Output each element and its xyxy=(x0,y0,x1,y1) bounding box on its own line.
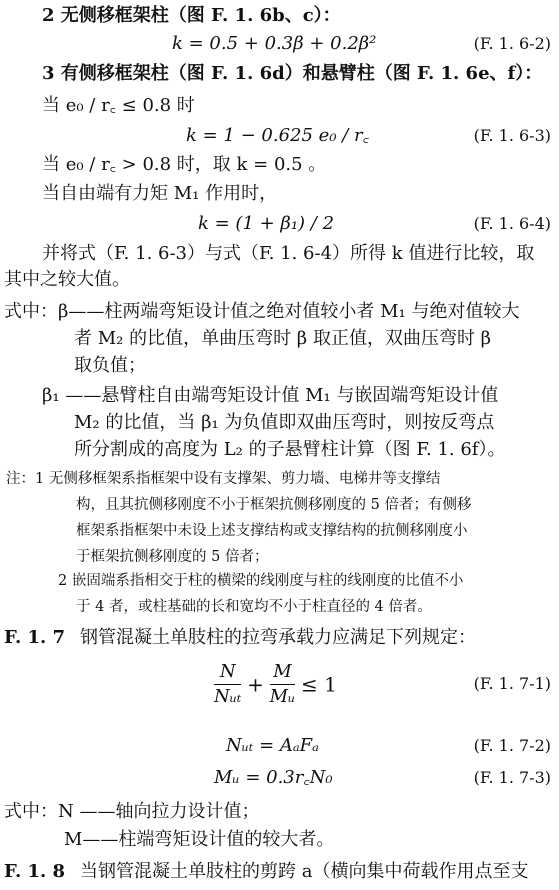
definition-m: M——柱端弯矩设计值的较大者。 xyxy=(64,829,335,850)
equation-number: (F. 1. 7-3) xyxy=(473,768,551,787)
fraction-numerator: N xyxy=(214,660,241,685)
definition-beta1-cont: 所分割成的高度为 L₂ 的子悬臂柱计算（图 F. 1. 6f）。 xyxy=(74,439,506,460)
equation-number: (F. 1. 7-1) xyxy=(473,674,551,693)
definition-n: 式中：N ——轴向拉力设计值； xyxy=(4,801,260,822)
equation-number: (F. 1. 6-4) xyxy=(473,214,551,233)
definition-beta1-cont: M₂ 的比值，当 β₁ 为负值即双曲压弯时，则按反弯点 xyxy=(74,412,495,433)
fraction-denominator: Mᵤ xyxy=(269,686,296,707)
note-2: 2 嵌固端系指相交于柱的横梁的线刚度与柱的线刚度的比值不小 xyxy=(58,573,464,589)
formula-f-1-6-2: k = 0.5 + 0.3β + 0.2β² xyxy=(172,33,377,54)
formula-f-1-7-3: Mᵤ = 0.3r꜀N₀ xyxy=(214,767,333,788)
definition-beta-cont: 取负值； xyxy=(74,355,146,376)
relation: ≤ 1 xyxy=(300,672,337,697)
definition-beta: 式中：β——柱两端弯矩设计值之绝对值较小者 M₁ 与绝对值较大 xyxy=(4,301,520,322)
condition-text: 当 e₀ / r꜀ ≤ 0.8 时 xyxy=(42,95,195,116)
section-heading: 钢管混凝土单肢柱的拉弯承载力应满足下列规定： xyxy=(80,627,476,648)
formula-f-1-7-1 xyxy=(214,660,337,709)
fraction-numerator: M xyxy=(270,660,296,685)
formula-f-1-6-4: k = (1 + β₁) / 2 xyxy=(198,213,335,234)
definition-beta-cont: 者 M₂ 的比值，单曲压弯时 β 取正值，双曲压弯时 β xyxy=(74,328,492,349)
definition-beta1: β₁ ——悬臂柱自由端弯矩设计值 M₁ 与嵌固端弯矩设计值 xyxy=(42,385,499,406)
note-1-cont: 框架系指框架中未设上述支撑结构或支撑结构的抗侧移刚度小 xyxy=(76,523,468,539)
item-3-heading: 3 有侧移框架柱（图 F. 1. 6d）和悬臂柱（图 F. 1. 6e、f）： xyxy=(42,63,543,84)
section-number: F. 1. 8 xyxy=(4,861,66,882)
paragraph-line: 其中之较大值。 xyxy=(4,269,130,290)
paragraph-line: 并将式（F. 1. 6-3）与式（F. 1. 6-4）所得 k 值进行比较，取 xyxy=(42,243,535,264)
item-2-heading: 2 无侧移框架柱（图 F. 1. 6b、c）： xyxy=(42,5,341,26)
section-number: F. 1. 7 xyxy=(4,627,66,648)
section-heading: 当钢管混凝土单肢柱的剪跨 a（横向集中荷载作用点至支 xyxy=(80,861,529,882)
note-2-cont: 于 4 者，或柱基础的长和宽均不小于柱直径的 4 倍者。 xyxy=(76,599,432,615)
note-1-cont: 于框架抗侧移刚度的 5 倍者； xyxy=(76,549,269,565)
condition-text: 当 e₀ / r꜀ > 0.8 时，取 k = 0.5 。 xyxy=(42,154,327,175)
equation-number: (F. 1. 6-3) xyxy=(473,126,551,145)
plus-sign: + xyxy=(247,672,264,697)
condition-text: 当自由端有力矩 M₁ 作用时， xyxy=(42,183,278,204)
formula-f-1-7-2: Nᵤₜ = AₐFₐ xyxy=(226,735,319,756)
note-1-cont: 构，且其抗侧移刚度不小于框架抗侧移刚度的 5 倍者；有侧移 xyxy=(76,497,472,513)
equation-number: (F. 1. 7-2) xyxy=(473,736,551,755)
fraction-denominator: Nᵤₜ xyxy=(214,686,242,707)
formula-f-1-6-3: k = 1 − 0.625 e₀ / r꜀ xyxy=(186,125,369,146)
note-1: 注：1 无侧移框架系指框架中设有支撑架、剪力墙、电梯井等支撑结 xyxy=(6,471,441,487)
equation-number: (F. 1. 6-2) xyxy=(473,34,551,53)
